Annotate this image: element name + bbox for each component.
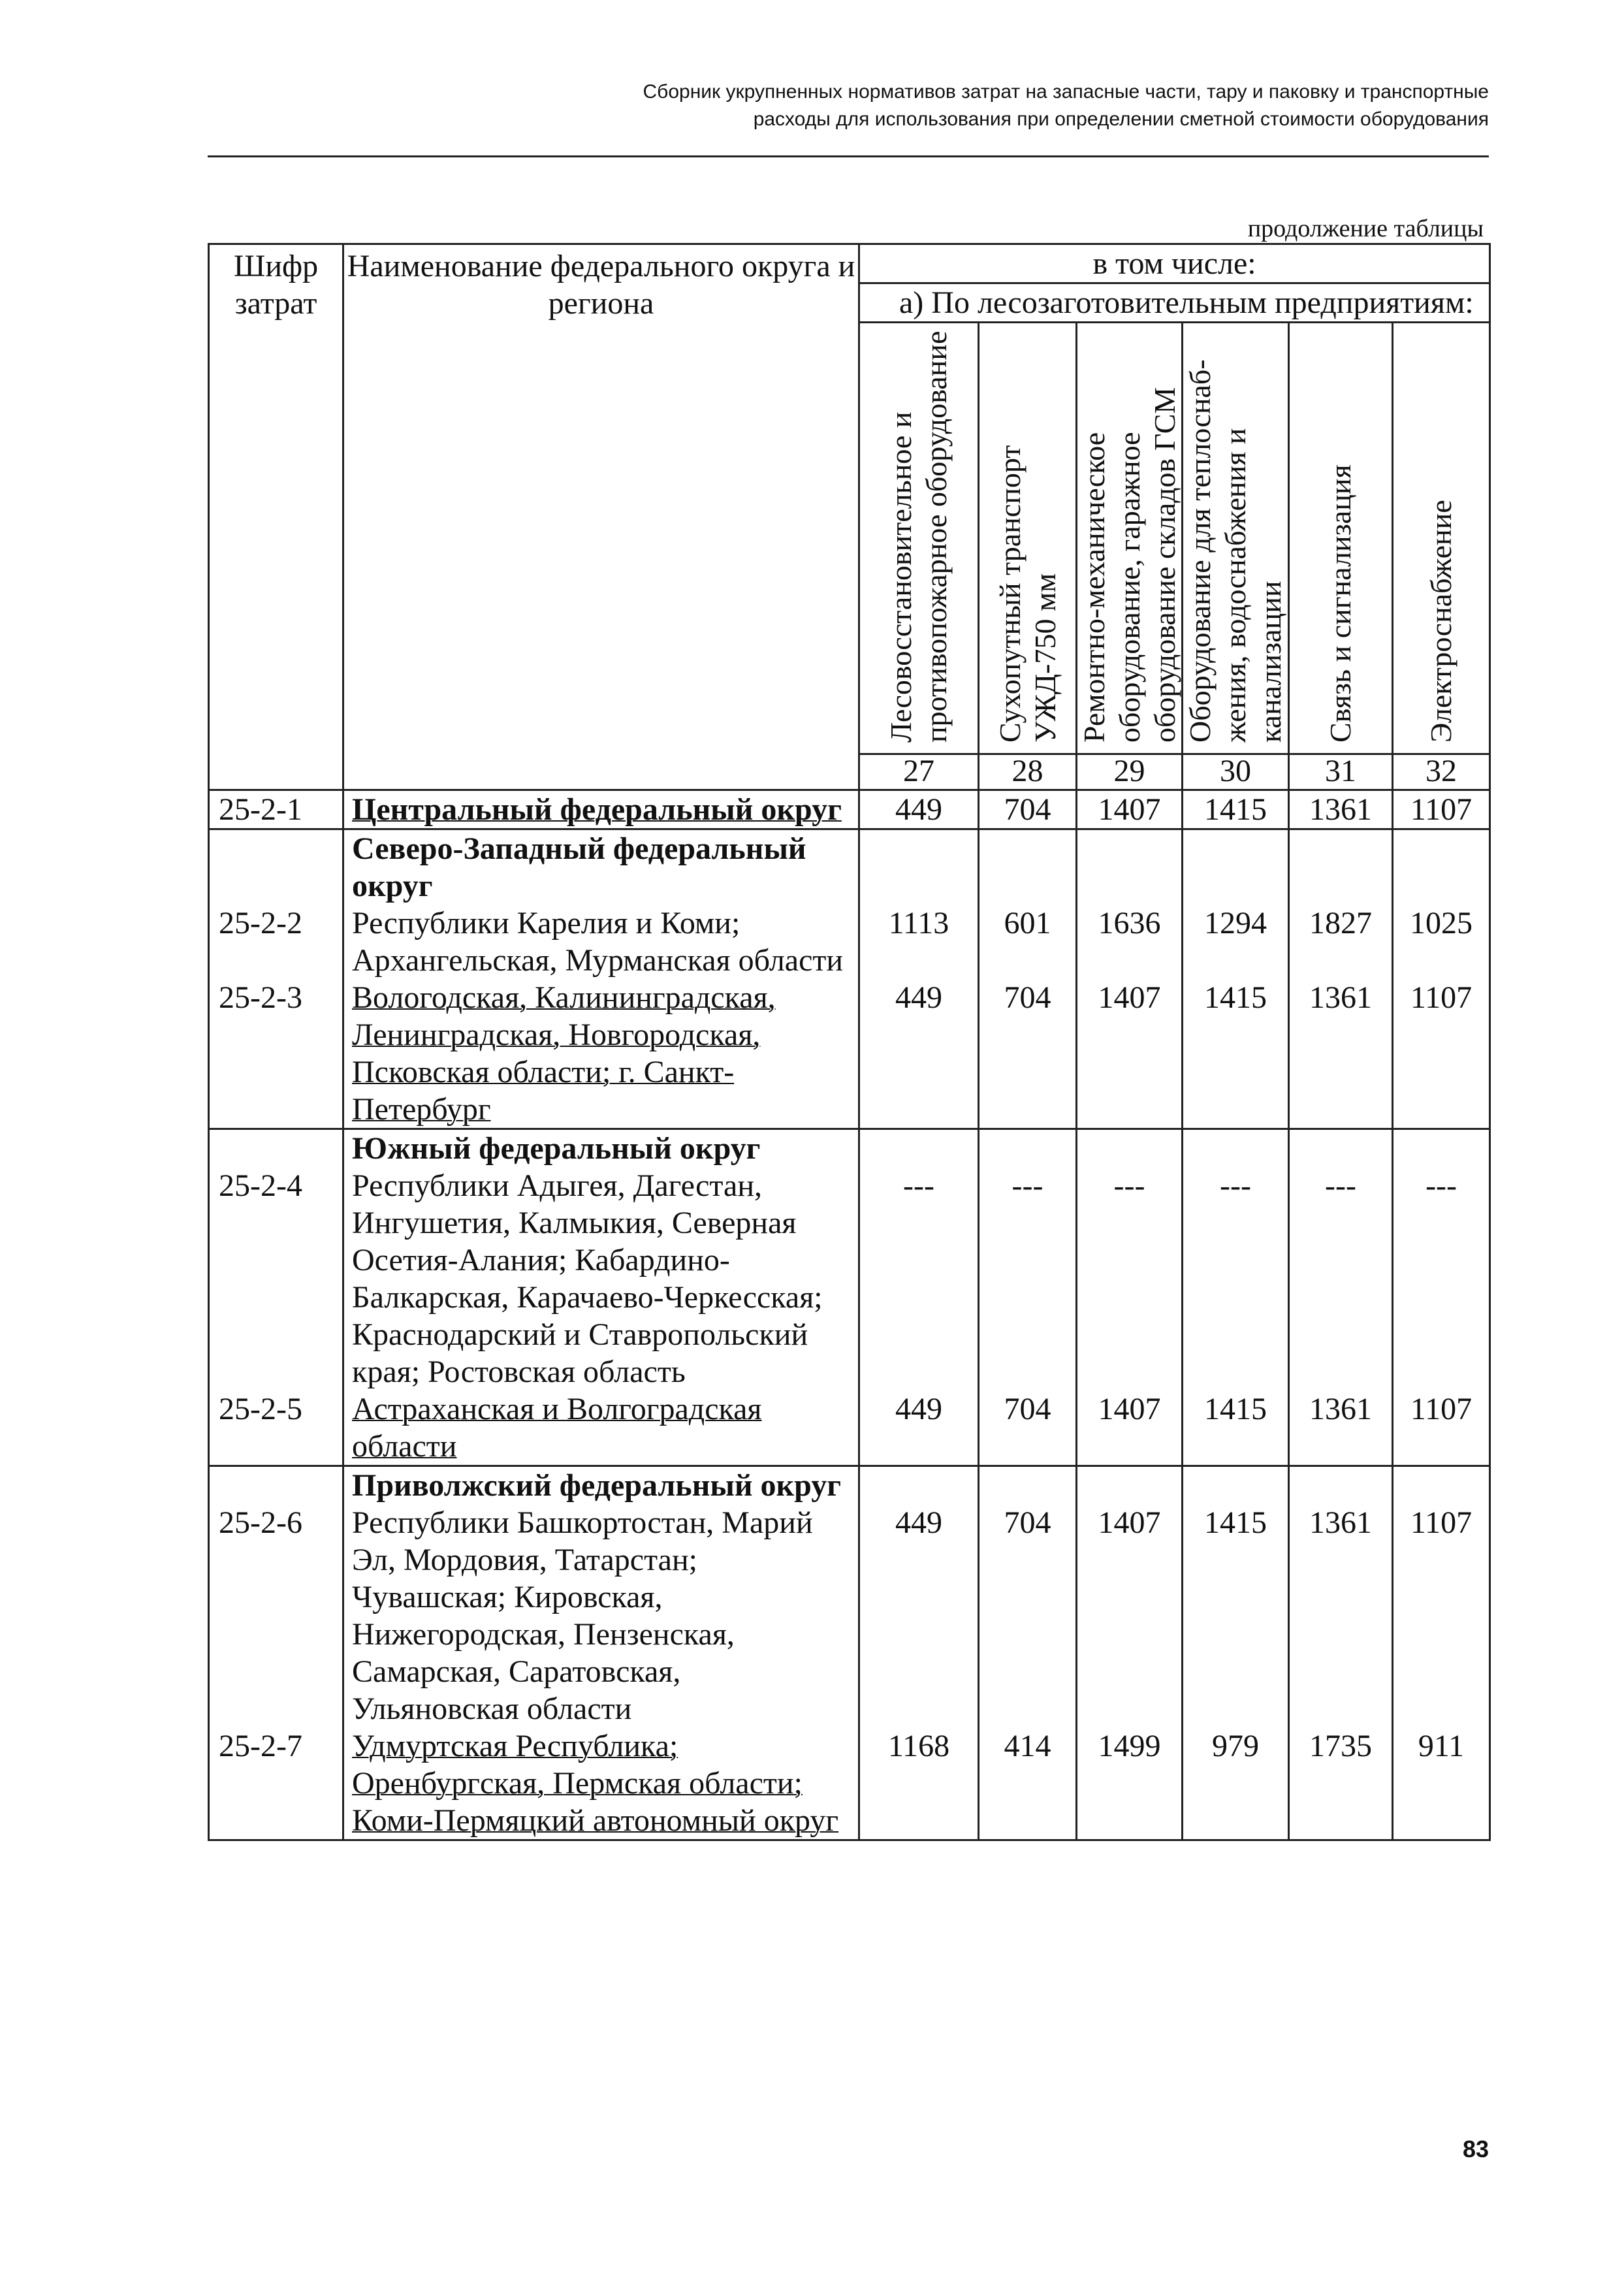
col-header-2: Сухопутный транспорт УЖД-750 мм bbox=[979, 323, 1077, 754]
col-header-name: Наименование федерального округа и региона bbox=[343, 244, 859, 790]
cost-code bbox=[209, 1129, 343, 1466]
header-line-1: Сборник укрупненных нормативов затрат на запасные части, тару и паковку и транспортные bbox=[643, 81, 1489, 103]
value: 1415 bbox=[1204, 980, 1267, 1015]
district-title: Южный федеральный округ bbox=[352, 1131, 761, 1166]
value: --- bbox=[1425, 1168, 1457, 1203]
value-cell bbox=[979, 829, 1077, 1129]
value-cell bbox=[1289, 1466, 1393, 1840]
cost-code: 25-2-3 bbox=[219, 980, 302, 1015]
value: 1415 bbox=[1204, 792, 1267, 827]
value-stack bbox=[1183, 1467, 1288, 1839]
district-cell bbox=[343, 790, 859, 829]
value-cell bbox=[1393, 790, 1490, 829]
value: 1415 bbox=[1204, 1392, 1267, 1426]
value: 704 bbox=[1004, 980, 1051, 1015]
value: 1107 bbox=[1410, 792, 1473, 827]
subgroup-header: а) По лесозаготовительным предприятиям: bbox=[859, 283, 1490, 323]
value-cell bbox=[979, 1129, 1077, 1466]
value-stack bbox=[1077, 1467, 1181, 1839]
column-number: 28 bbox=[979, 754, 1077, 790]
region-name: Удмуртская Республика; Оренбургская, Пермская области; Коми-Пермяцкий автономный округ bbox=[352, 1729, 839, 1838]
column-number: 31 bbox=[1289, 754, 1393, 790]
value: 1294 bbox=[1204, 906, 1267, 940]
cost-code bbox=[209, 829, 343, 1129]
col-header-5: Связь и сигнализация bbox=[1289, 323, 1393, 754]
value: 449 bbox=[895, 1392, 942, 1426]
value-cell bbox=[1183, 829, 1289, 1129]
header-rule bbox=[208, 155, 1489, 157]
header-line-2: расходы для использования при определении сметной стоимости оборудования bbox=[753, 108, 1489, 130]
value: 1407 bbox=[1098, 980, 1161, 1015]
value-cell bbox=[1183, 1129, 1289, 1466]
col-header-4: Оборудование для теплоснаб-жения, водоснабжения и канализации bbox=[1183, 323, 1289, 754]
cost-code: 25-2-4 bbox=[219, 1168, 302, 1203]
value: 601 bbox=[1004, 906, 1051, 940]
table-continuation-label: продолжение таблицы bbox=[1045, 214, 1484, 243]
document-header bbox=[196, 78, 1489, 133]
value-stack bbox=[1290, 1467, 1392, 1839]
district-row bbox=[209, 1129, 1490, 1466]
cost-code: 25-2-7 bbox=[219, 1729, 302, 1763]
district-row bbox=[209, 1466, 1490, 1840]
value-cell bbox=[859, 1466, 979, 1840]
value-cell bbox=[1077, 1129, 1183, 1466]
value: 1499 bbox=[1098, 1729, 1161, 1763]
value-stack bbox=[1290, 1130, 1392, 1465]
value-stack bbox=[979, 1130, 1075, 1465]
code-stack bbox=[219, 1130, 342, 1465]
value: 449 bbox=[895, 980, 942, 1015]
value-stack bbox=[860, 830, 978, 1128]
value-cell bbox=[1289, 829, 1393, 1129]
col-header-6: Электроснабжение bbox=[1393, 323, 1490, 754]
region-name: Вологодская, Калининградская, Ленинградская, Новгородская, Псковская области; г. Санкт-Петербург bbox=[352, 980, 776, 1127]
value: 1735 bbox=[1309, 1729, 1372, 1763]
value: 1407 bbox=[1098, 1505, 1161, 1540]
region-name: Республики Карелия и Коми; Архангельская, Мурманская области bbox=[352, 906, 844, 978]
value: 979 bbox=[1212, 1729, 1259, 1763]
value-stack bbox=[1290, 830, 1392, 1128]
group-header: в том числе: bbox=[859, 244, 1490, 283]
district-row bbox=[209, 829, 1490, 1129]
value: 1415 bbox=[1204, 1505, 1267, 1540]
value-stack bbox=[979, 830, 1075, 1128]
value-cell bbox=[979, 790, 1077, 829]
value-cell bbox=[1077, 1466, 1183, 1840]
value: 1636 bbox=[1098, 906, 1161, 940]
region-name: Республики Адыгея, Дагестан, Ингушетия, Калмыкия, Северная Осетия-Алания; Кабардино-Балкарская, Карачаево-Черкесская; Краснодарский и Ставропольский края; Ростовская область bbox=[352, 1168, 823, 1389]
col-header-3: Ремонтно-механическое оборудование, гаражное оборудование складов ГСМ bbox=[1077, 323, 1183, 754]
value-cell bbox=[1393, 829, 1490, 1129]
value: 1361 bbox=[1309, 980, 1372, 1015]
column-number: 30 bbox=[1183, 754, 1289, 790]
cost-code: 25-2-1 bbox=[209, 790, 343, 829]
value-cell bbox=[1077, 829, 1183, 1129]
code-stack bbox=[219, 1467, 342, 1839]
district-cell bbox=[343, 1129, 859, 1466]
value-stack bbox=[860, 1467, 978, 1839]
cost-code: 25-2-6 bbox=[219, 1505, 302, 1540]
value: 414 bbox=[1004, 1729, 1051, 1763]
region-name: Астраханская и Волгоградская области bbox=[352, 1392, 762, 1464]
district-row bbox=[209, 790, 1490, 829]
region-name: Республики Башкортостан, Марий Эл, Мордовия, Татарстан; Чувашская; Кировская, Нижегородская, Пензенская, Самарская, Саратовская, Ульяновская области bbox=[352, 1505, 813, 1726]
value-stack bbox=[1077, 1130, 1181, 1465]
column-number: 29 bbox=[1077, 754, 1183, 790]
value: 1827 bbox=[1309, 906, 1372, 940]
value: 1407 bbox=[1098, 1392, 1161, 1426]
value: 704 bbox=[1004, 792, 1051, 827]
value: 1361 bbox=[1309, 1505, 1372, 1540]
col-header-code: Шифр затрат bbox=[209, 244, 343, 790]
value-stack bbox=[979, 1467, 1075, 1839]
district-title: Приволжский федеральный округ bbox=[352, 1468, 841, 1503]
district-cell bbox=[343, 829, 859, 1129]
value-stack bbox=[860, 1130, 978, 1465]
value: 1361 bbox=[1309, 792, 1372, 827]
value-cell bbox=[1077, 790, 1183, 829]
value: 1113 bbox=[888, 906, 949, 940]
value-cell bbox=[859, 1129, 979, 1466]
value-cell bbox=[859, 829, 979, 1129]
value-stack bbox=[1393, 830, 1489, 1128]
district-title: Центральный федеральный округ bbox=[352, 792, 842, 827]
value-cell bbox=[979, 1466, 1077, 1840]
value-stack bbox=[1183, 1130, 1288, 1465]
value-stack bbox=[1393, 1130, 1489, 1465]
code-stack bbox=[219, 830, 342, 1128]
district-title: Северо-Западный федеральный округ bbox=[352, 831, 806, 903]
column-number: 32 bbox=[1393, 754, 1490, 790]
value-cell bbox=[1289, 1129, 1393, 1466]
value-cell bbox=[859, 790, 979, 829]
value: 911 bbox=[1418, 1729, 1465, 1763]
page-number: 83 bbox=[1462, 2136, 1489, 2162]
value: 1361 bbox=[1309, 1392, 1372, 1426]
value: 1407 bbox=[1098, 792, 1161, 827]
value: 449 bbox=[895, 792, 942, 827]
value: 449 bbox=[895, 1505, 942, 1540]
value-stack bbox=[1393, 1467, 1489, 1839]
value-cell bbox=[1183, 790, 1289, 829]
cost-code: 25-2-2 bbox=[219, 906, 302, 940]
value: 1107 bbox=[1410, 1505, 1473, 1540]
value: --- bbox=[1325, 1168, 1356, 1203]
cost-code: 25-2-5 bbox=[219, 1392, 302, 1426]
value-cell bbox=[1183, 1466, 1289, 1840]
value: 1107 bbox=[1410, 1392, 1473, 1426]
value: 1025 bbox=[1410, 906, 1473, 940]
district-cell bbox=[343, 1466, 859, 1840]
value-cell bbox=[1289, 790, 1393, 829]
value: --- bbox=[1113, 1168, 1145, 1203]
value: 704 bbox=[1004, 1392, 1051, 1426]
value-cell bbox=[1393, 1466, 1490, 1840]
column-number: 27 bbox=[859, 754, 979, 790]
cost-norms-table bbox=[208, 243, 1491, 1841]
col-header-1: Лесовосстановительное и противопожарное оборудование bbox=[859, 323, 979, 754]
value: 1107 bbox=[1410, 980, 1473, 1015]
value-stack bbox=[1183, 830, 1288, 1128]
value: --- bbox=[903, 1168, 934, 1203]
value: 704 bbox=[1004, 1505, 1051, 1540]
value-stack bbox=[1077, 830, 1181, 1128]
value: --- bbox=[1220, 1168, 1251, 1203]
cost-code bbox=[209, 1466, 343, 1840]
value: 1168 bbox=[887, 1729, 950, 1763]
value-cell bbox=[1393, 1129, 1490, 1466]
value: --- bbox=[1011, 1168, 1043, 1203]
